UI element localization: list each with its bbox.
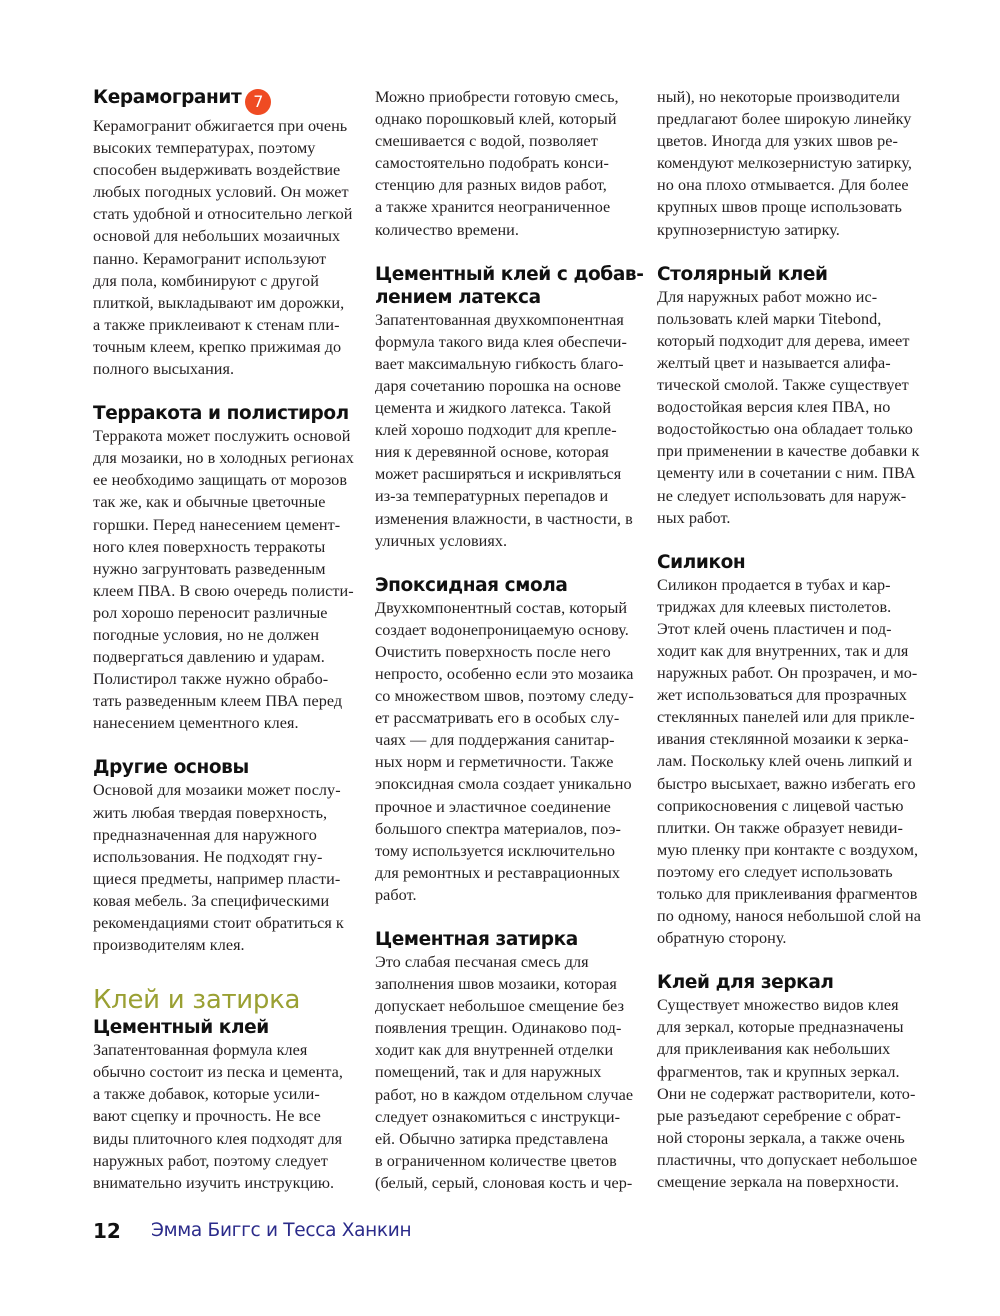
text-line: стать удобной и относительно легкой xyxy=(93,205,353,224)
section-spacer xyxy=(93,734,365,756)
column-1 xyxy=(93,86,365,1194)
text-line: создает водонепроницаемую основу. xyxy=(375,620,629,639)
text-line: для приклеивания как небольших xyxy=(657,1040,891,1059)
column-3 xyxy=(657,86,937,1193)
text-line: желтый цвет и называется алифа- xyxy=(657,353,891,372)
text-line: Можно приобрести готовую смесь, xyxy=(375,88,619,106)
text-line: а также добавок, которые усили- xyxy=(93,1085,320,1104)
section-spacer xyxy=(657,241,937,263)
text-line: ковая мебель. За специфическими xyxy=(93,891,330,910)
text-line: стенцию для разных видов работ, xyxy=(375,176,607,195)
text-line: наружных работ. Он прозрачен, и мо- xyxy=(657,664,918,683)
text-line: формула такого вида клея обеспечи- xyxy=(375,332,627,351)
text-line: смешивается с водой, позволяет xyxy=(375,132,598,151)
text-line: основой для небольших мозаичных xyxy=(93,227,341,246)
article-section xyxy=(657,86,937,241)
section-heading xyxy=(375,263,647,309)
text-line: для пола, комбинируют с другой xyxy=(93,271,319,290)
text-line: Это слабая песчаная смесь для xyxy=(375,953,589,971)
section-spacer xyxy=(375,241,647,263)
section-spacer xyxy=(657,529,937,551)
text-line: Основой для мозаики может послу- xyxy=(93,781,341,800)
text-line: крупнозернистую затирку. xyxy=(657,220,840,239)
running-footer-authors: Эмма Биггс и Тесса Ханкин xyxy=(151,1220,412,1241)
article-section xyxy=(657,551,937,950)
text-line: нужно загрунтовать разведенным xyxy=(93,559,326,578)
body-paragraph xyxy=(375,86,647,241)
body-paragraph xyxy=(657,574,937,950)
text-line: способен выдерживать воздействие xyxy=(93,161,341,180)
section-heading-text: Цементный клей xyxy=(93,1017,269,1039)
section-heading-text: Эпоксидная смола xyxy=(375,574,568,596)
section-heading-text: Клей для зеркал xyxy=(657,972,834,994)
text-line: Этот клей очень пластичен и под- xyxy=(657,619,892,638)
text-line: виды плиточного клея подходят для xyxy=(93,1129,343,1148)
section-heading xyxy=(657,551,937,574)
text-line: работ, но в каждом отдельном случае xyxy=(375,1085,634,1104)
text-line: ет рассматривать его в особых слу- xyxy=(375,709,620,728)
text-line: тической смолой. Также существует xyxy=(657,376,909,395)
section-heading-text: Керамогранит xyxy=(93,87,242,108)
text-line: ния к деревянной основе, которая xyxy=(375,443,609,462)
section-heading-text: Другие основы xyxy=(93,757,249,779)
text-line: цементу или в сочетании с ним. ПВА xyxy=(657,464,916,483)
text-line: следует ознакомиться с инструкци- xyxy=(375,1107,621,1126)
text-line: Запатентованная двухкомпонентная xyxy=(375,310,624,329)
text-line: Полистирол также нужно обрабо- xyxy=(93,670,329,689)
section-heading xyxy=(93,756,365,779)
text-line: появления трещин. Одинаково под- xyxy=(375,1019,622,1038)
text-line: лам. Поскольку клей очень липкий и xyxy=(657,752,913,771)
text-line: ного клея поверхность терракоты xyxy=(93,537,326,556)
text-line: быстро высыхает, важно избегать его xyxy=(657,774,916,793)
text-line: смещение зеркала на поверхности. xyxy=(657,1173,900,1192)
section-heading-text: Цементная затирка xyxy=(375,929,578,950)
text-line: обратную сторону. xyxy=(657,929,787,948)
text-line: только для приклеивания фрагментов xyxy=(657,885,918,903)
text-line: стеклянных панелей или для прикле- xyxy=(657,708,915,727)
text-line: пользовать клей марки Titebond, xyxy=(657,309,882,328)
text-line: однако порошковый клей, который xyxy=(375,110,617,129)
text-line: поэтому его следует использовать xyxy=(657,862,893,881)
text-line: Керамогранит обжигается при очень xyxy=(93,117,348,135)
text-line: допускает небольшое смещение без xyxy=(375,997,625,1016)
section-spacer xyxy=(93,380,365,402)
text-line: а также хранится неограниченное xyxy=(375,198,611,217)
text-line: мую пленку при контакте с воздухом, xyxy=(657,840,919,859)
text-line: ходит как для внутренних, так и для xyxy=(657,641,909,660)
text-line: погодные условия, но не должен xyxy=(93,625,320,644)
text-line: (белый, серый, слоновая кость и чер- xyxy=(375,1173,633,1192)
text-line: ных норм и герметичности. Также xyxy=(375,753,614,772)
body-paragraph xyxy=(375,597,647,906)
text-line: Терракота может послужить основой xyxy=(93,427,351,446)
text-line: точным клеем, крепко прижимая до xyxy=(93,337,342,356)
text-line: подвергаться давлению и ударам. xyxy=(93,648,325,667)
text-line: клеем ПВА. В свою очередь полисти- xyxy=(93,581,354,600)
body-paragraph xyxy=(93,1039,365,1194)
text-line: вает максимальную гибкость благо- xyxy=(375,354,624,373)
text-line: предлагают более широкую линейку xyxy=(657,110,912,129)
text-line: заполнения швов мозаики, которая xyxy=(375,975,617,994)
text-line: комендуют мелкозернистую затирку, xyxy=(657,154,912,173)
text-line: пластичны, что допускает небольшое xyxy=(657,1150,918,1169)
text-line: щиеся предметы, например пласти- xyxy=(93,869,341,888)
text-line: Силикон продается в тубах и кар- xyxy=(657,575,891,594)
section-spacer xyxy=(375,552,647,574)
text-line: самостоятельно подобрать конси- xyxy=(375,154,609,173)
text-line: из-за температурных перепадов и xyxy=(375,487,609,506)
text-line: плитки. Он также образует невиди- xyxy=(657,818,903,837)
text-line: Очистить поверхность после него xyxy=(375,642,611,661)
text-line: уличных условиях. xyxy=(375,531,508,550)
section-heading xyxy=(93,86,365,115)
article-section xyxy=(657,263,937,529)
section-heading-line: лением латекса xyxy=(375,286,541,308)
section-heading-text: Столярный клей xyxy=(657,263,828,285)
text-line: рекомендациями стоит обратиться к xyxy=(93,914,344,932)
section-heading xyxy=(375,574,647,597)
text-line: Они не содержат растворители, кото- xyxy=(657,1084,916,1103)
section-heading-line: Цементный клей с добав- xyxy=(375,263,644,285)
text-line: плиткой, выкладывают им дорожки, xyxy=(93,293,345,312)
text-line: любых погодных условий. Он может xyxy=(93,183,349,202)
text-line: жет использоваться для прозрачных xyxy=(657,686,907,705)
text-line: обычно состоит из песка и цемента, xyxy=(93,1063,343,1082)
body-paragraph xyxy=(657,994,937,1193)
text-line: при применении в качестве добавки к xyxy=(657,442,920,461)
section-heading xyxy=(93,402,365,425)
text-line: помещений, так и для наружных xyxy=(375,1063,602,1082)
text-line: водостойкая версия клея ПВА, но xyxy=(657,398,891,417)
text-line: вают сцепку и прочность. Не все xyxy=(93,1107,321,1126)
page-number: 12 xyxy=(93,1219,121,1243)
text-line: предназначенная для наружного xyxy=(93,825,317,844)
text-line: большого спектра материалов, поэ- xyxy=(375,819,621,838)
section-heading xyxy=(375,928,647,951)
section-heading xyxy=(657,971,937,994)
section-spacer xyxy=(657,949,937,971)
body-paragraph xyxy=(375,309,647,552)
text-line: не следует использовать для наруж- xyxy=(657,486,907,505)
text-line: Существует множество видов клея xyxy=(657,996,899,1015)
body-paragraph xyxy=(93,115,365,380)
section-heading xyxy=(93,1016,365,1039)
text-line: но она плохо отмывается. Для более xyxy=(657,176,909,195)
text-line: панно. Керамогранит используют xyxy=(93,249,327,268)
text-line: ной стороны зеркала, а также очень xyxy=(657,1128,905,1147)
text-line: ных работ. xyxy=(657,508,731,527)
text-line: непросто, особенно если это мозаика xyxy=(375,664,634,683)
footnote-badge: 7 xyxy=(245,89,271,115)
text-line: тому используется исключительно xyxy=(375,841,616,860)
text-line: производителям клея. xyxy=(93,936,245,955)
section-heading-text: Терракота и полистирол xyxy=(93,403,349,425)
text-line: для мозаики, но в холодных регионах xyxy=(93,449,354,468)
text-line: ее необходимо защищать от морозов xyxy=(93,471,348,490)
text-line: наружных работ, поэтому следует xyxy=(93,1151,328,1170)
text-line: тать разведенным клеем ПВА перед xyxy=(93,692,343,711)
article-section xyxy=(375,574,647,906)
text-line: рые разъедают серебрение с обрат- xyxy=(657,1106,901,1125)
text-line: эпоксидная смола создает уникально xyxy=(375,775,632,794)
body-paragraph xyxy=(375,951,647,1194)
text-line: Для наружных работ можно ис- xyxy=(657,287,878,306)
body-paragraph xyxy=(93,779,365,956)
text-line: цемента и жидкого латекса. Такой xyxy=(375,399,612,418)
text-line: высоких температурах, поэтому xyxy=(93,139,316,158)
text-line: для ремонтных и реставрационных xyxy=(375,863,621,882)
article-section xyxy=(93,86,365,380)
text-line: рол хорошо переносит различные xyxy=(93,603,328,622)
section-heading xyxy=(657,263,937,286)
text-line: использования. Не подходят гну- xyxy=(93,847,323,866)
text-line: а также приклеивают к стенам пли- xyxy=(93,315,340,334)
article-section xyxy=(93,756,365,956)
text-line: соприкосновения с лицевой частью xyxy=(657,796,904,815)
text-line: Запатентованная формула клея xyxy=(93,1041,308,1060)
text-line: ный), но некоторые производители xyxy=(657,88,900,106)
column-2 xyxy=(375,86,647,1194)
chapter-heading: Клей и затирка xyxy=(93,985,301,1016)
article-section xyxy=(93,984,365,1194)
text-line: полного высыхания. xyxy=(93,360,235,379)
text-line: по одному, нанося небольшой слой на xyxy=(657,907,921,926)
text-line: прочное и эластичное соединение xyxy=(375,797,611,816)
body-paragraph xyxy=(657,86,937,241)
article-section xyxy=(375,263,647,552)
text-line: количество времени. xyxy=(375,220,519,239)
text-line: внимательно изучить инструкцию. xyxy=(93,1173,335,1192)
article-section xyxy=(375,86,647,241)
text-line: может расширяться и искривляться xyxy=(375,465,622,484)
text-line: водостойкостью она обладает только xyxy=(657,420,913,439)
text-line: изменения влажности, в частности, в xyxy=(375,509,633,528)
article-section xyxy=(375,928,647,1194)
text-line: ей. Обычно затирка представлена xyxy=(375,1129,609,1148)
text-line: горшки. Перед нанесением цемент- xyxy=(93,515,341,534)
text-line: который подходит для дерева, имеет xyxy=(657,331,910,350)
text-line: цветов. Иногда для узких швов ре- xyxy=(657,132,898,151)
text-line: для зеркал, которые предназначены xyxy=(657,1018,904,1037)
text-line: ивания стеклянной мозаики к зерка- xyxy=(657,730,909,749)
text-line: нанесением цементного клея. xyxy=(93,714,299,733)
text-line: даря сочетанию порошка на основе xyxy=(375,376,622,395)
section-spacer xyxy=(375,906,647,928)
text-line: так же, как и обычные цветочные xyxy=(93,493,326,512)
article-section xyxy=(93,402,365,734)
text-line: жить любая твердая поверхность, xyxy=(93,803,328,822)
text-line: чаях — для поддержания санитар- xyxy=(375,731,615,750)
section-heading-text: Силикон xyxy=(657,551,746,573)
text-line: крупных швов проще использовать xyxy=(657,198,902,217)
body-paragraph xyxy=(657,286,937,529)
text-line: в ограниченном количестве цветов xyxy=(375,1151,617,1170)
article-section xyxy=(657,971,937,1193)
text-line: работ. xyxy=(375,885,417,904)
text-line: клей хорошо подходит для крепле- xyxy=(375,421,617,440)
text-line: со множеством швов, поэтому следу- xyxy=(375,687,634,706)
section-spacer xyxy=(93,956,365,984)
text-line: Двухкомпонентный состав, который xyxy=(375,598,628,617)
text-line: ходит как для внутренней отделки xyxy=(375,1041,614,1060)
body-paragraph xyxy=(93,425,365,734)
text-line: триджах для клеевых пистолетов. xyxy=(657,597,892,616)
text-line: фрагментов, так и крупных зеркал. xyxy=(657,1062,900,1081)
